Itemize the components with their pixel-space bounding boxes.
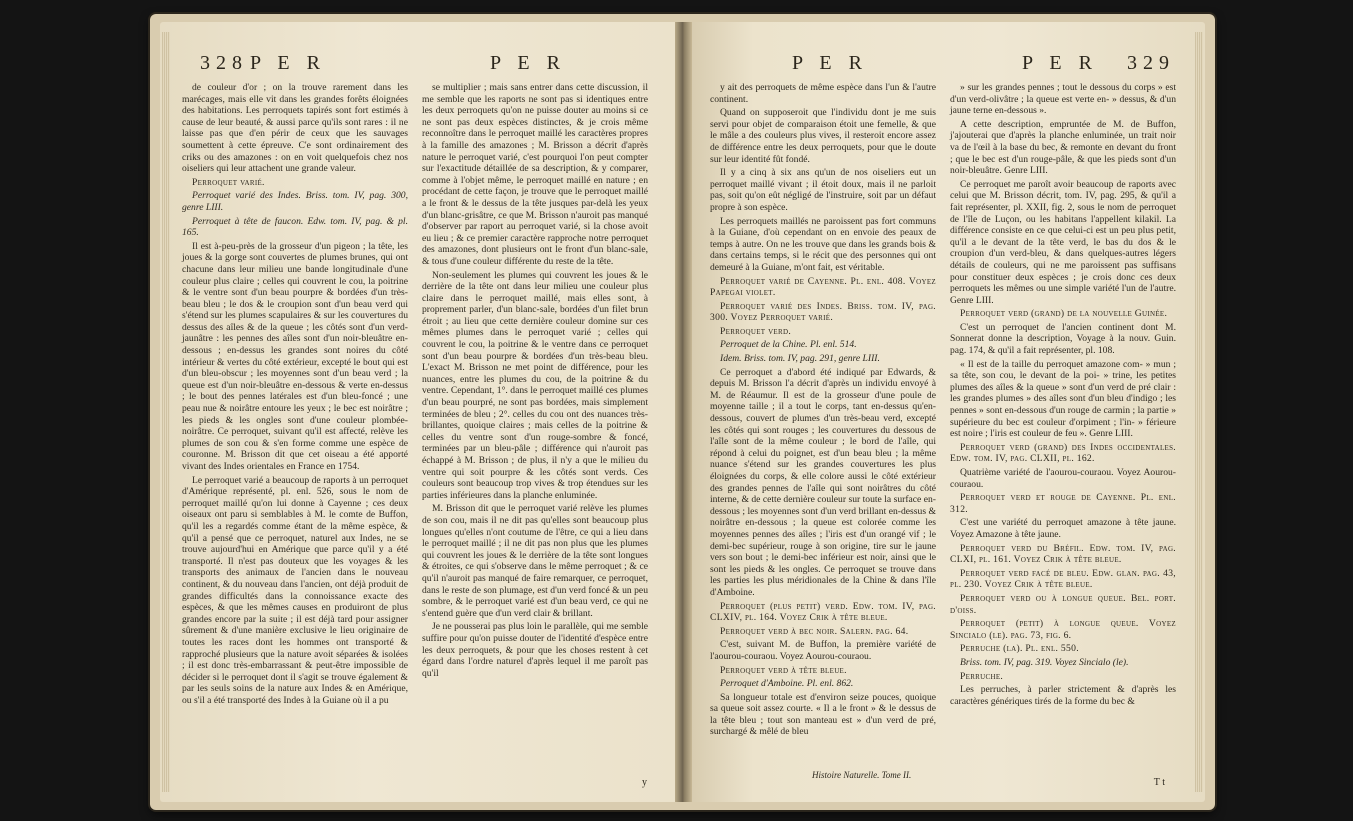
paragraph: C'est, suivant M. de Buffon, la première variété de l'aourou-couraou. Voyez Aourou-couraou.: [710, 639, 936, 662]
text-column: [710, 82, 936, 740]
page-number: 329: [1127, 52, 1175, 74]
entry-heading: Perroquet verd.: [720, 325, 792, 337]
paragraph: de couleur d'or ; on la trouve rarement dans les marécages, mais elle vit dans les grandes forêts éloignées des habitations. Les perroquets tapirés sont fort estimés à cause de leur beauté, & aussi parce qu'ils sont rares : il ne laisse pas que d'en périr de ceux que les sauvages soumettent à cette épreuve. C'e sont ordinairement des criks ou des amazones : on en voit quelquefois chez nos oiseliers qui leur attachent une grande valeur.: [182, 82, 408, 175]
paragraph: Je ne pousserai pas plus loin le parallèle, qui me semble suffire pour qu'on puisse douter de l'identité d'espèce entre les deux perroquets, & pour que les choses restent à cet égard dans l'ordre naturel d'après lequel il me paroît pas qu'il: [422, 621, 648, 679]
text-column: [422, 82, 648, 681]
running-head: [190, 52, 645, 78]
entry-heading: Perruche.: [960, 670, 1004, 682]
entry-heading: Perroquet verd à bec noir. Salern. pag. 64.: [720, 625, 909, 637]
paragraph: Quand on supposeroit que l'individu dont je me suis servi pour objet de comparaison étoit une femelle, & que le mâle a des couleurs plus vives, il resteroit encore assez de différence entre les deux perroquets, pour que le doute sur leur identité fût fondé.: [710, 107, 936, 165]
page-edge: [162, 32, 170, 792]
page-edge: [1195, 32, 1203, 792]
paragraph: C'est une variété du perroquet amazone à tête jaune. Voyez Amazone à tête jaune.: [950, 517, 1176, 540]
paragraph: » sur les grandes pennes ; tout le dessous du corps » est d'un verd-olivâtre ; la queue est verte en- » dessus, & d'un jaune terne en-dessous ».: [950, 82, 1176, 117]
entry-heading: Perroquet verd à tête bleue.: [720, 664, 847, 676]
paragraph: Ce perroquet me paroît avoir beaucoup de raports avec celui que M. Brisson décrit, tom. IV, pag. 295, & qu'il a fait représenter, pl. XXII, fig. 2, sous le nom de perroquet de l'île de Luçon, ou les habitans l'appellent kilakil. La différence consiste en ce que celui-ci est un peu plus petit, qu'il a le devant de la tête verd, le bas du dos & le croupion d'un verd-bleu, & dans quelques-autres légers détails de couleurs, qui ne me paroissent pas suffisans pour constituer deux espèces ; je crois donc ces deux perroquets les mêmes ou une simple variété l'un de l'autre. Genre LIII.: [950, 178, 1176, 306]
entry-heading: Perroquet verd et rouge de Cayenne. Pl. enl. 312.: [950, 492, 1176, 515]
paragraph: Les perroquets maillés ne paroissent pas fort communs à la Guiane, d'où cependant on en envoie des peaux de temps à autre. On ne les trouve que dans les grands bois & dans certains temps, si le récit que des personnes qui ont demeuré à la Guiane, m'ont fait, est véritable.: [710, 215, 936, 273]
entry-heading: Perroquet verd facé de bleu. Edw. glan. pag. 43, pl. 230. Voyez Crik à tête bleue.: [950, 567, 1176, 591]
footer-title: Histoire Naturelle. Tome II.: [812, 770, 912, 780]
paragraph: Idem. Briss. tom. IV, pag. 291, genre LIII.: [720, 353, 880, 365]
paragraph: Perroquet varié des Indes. Briss. tom. IV, pag. 300, genre LIII.: [182, 190, 408, 213]
page-number: 328: [200, 52, 248, 74]
paragraph: Briss. tom. IV, pag. 319. Voyez Sincialo (le).: [960, 656, 1129, 668]
entry-heading: Perroquet verd (grand) de la nouvelle Guinée.: [960, 308, 1168, 320]
paragraph: Il y a cinq à six ans qu'un de nos oiseliers eut un perroquet maillé vivant ; il étoit doux, mais il ne parloit pas, soit qu'on eût négligé de l'instruire, soit par un défaut propre à son espèce.: [710, 167, 936, 213]
paragraph: M. Brisson dit que le perroquet varié relève les plumes de son cou, mais il ne dit pas qu'elles sont beaucoup plus longues qu'elles n'ont coutume de l'être, ce qui a lieu dans le perroquet maillé ; il ne dit pas non plus que les plumes qui couvrent les joues & le derrière de la tête sont longues & étroites, ce qui s'observe dans le même perroquet ; & ce qu'il n'auroit pas manqué de faire remarquer, ce perroquet, dans le reste de son plumage, est d'un verd foncé & un peu sombre, & le perroquet varié est d'un beau verd, ce qui ne s'entend guère que d'un verd clair & brillant.: [422, 503, 648, 619]
book-gutter: [675, 22, 692, 802]
entry-heading: Perroquet (petit) à longue queue. Voyez Sincialo (le). pag. 73, fig. 6.: [950, 618, 1176, 641]
entry-heading: Perroquet varié des Indes. Briss. tom. IV, pag. 300. Voyez Perroquet varié.: [710, 300, 936, 324]
paragraph: Ce perroquet a d'abord été indiqué par Edwards, & depuis M. Brisson l'a décrit d'après un individu envoyé à M. de Réaumur. Il est de la grosseur d'une poule de moyenne taille ; il a tout le corps, tant en-dessus qu'en-dessous, couvert de plumes d'un très-beau verd, excepté les côtés qui sont rouges ; les couvertures du dessous de l'aîle sont de la même couleur ; le bord de l'aîle, qui répond à celui du poignet, est d'un beau bleu ; la même nuance s'étend sur les grandes couvertures les plus éloignées du corps, & elle colore aussi le côté extérieur des grandes pennes de l'aîle qui sont noirâtres du côté interne, & de cette dernière couleur sur toute la surface en-dessous ; les moyennes sont d'un verd brillant en-dessus & noirâtre en-dessous ; la queue est colorée comme les moyennes pennes des aîles ; l'iris est d'un orangé vif ; le demi-bec supérieur, rouge à son origine, tire sur le jaune vers son bout ; le demi-bec inférieur est noir, ainsi que le sont les pieds & les ongles. Ce perroquet se trouve dans les parties les plus méridionales de la Chine & dans l'île d'Amboine.: [710, 366, 936, 598]
paragraph: Les perruches, à parler strictement & d'après les caractères génériques tirés de la forme du bec &: [950, 684, 1176, 707]
right-page: [692, 22, 1205, 802]
running-title: P E R: [250, 52, 326, 74]
paragraph: « Il est de la taille du perroquet amazone com- » mun ; sa tête, son cou, le devant de la poi- » trine, les petites plumes des aîles & la queue » sont d'un verd de pré clair : les grandes plumes » des aîles sont d'un bleu d'indigo ; les pennes » sont en-dessous d'un rouge de carmin ; la partie » supérieure du bec est couleur d'orpiment ; l'in- » férieure est noire ; l'iris est couleur de feu ». Genre LIII.: [950, 358, 1176, 440]
text-column: [950, 82, 1176, 709]
running-head: [722, 52, 1175, 78]
entry-heading: Perroquet varié.: [192, 176, 265, 188]
running-title: P E R: [490, 52, 566, 74]
entry-heading: Perroquet verd (grand) des Indes occidentales. Edw. tom. IV, pag. CLXII, pl. 162.: [950, 441, 1176, 465]
paragraph: Non-seulement les plumes qui couvrent les joues & le derrière de la tête ont dans leur milieu une couleur plus claire dans le perroquet maillé, mais elles sont, à proprement parler, d'un blanc-sale, bordées d'un filet brun étroit ; au lieu que cette dernière couleur domine sur ces mêmes plumes dans le perroquet varié ; celles qui couvrent le cou, la poitrine & le ventre dans ce perroquet sont d'un beau pourpre & bordées d'un très-beau bleu. L'exact M. Brisson ne met point de différence, pour les nuances, entre les plumes du cou, de la poitrine & du ventre. Cependant, 1°. dans le perroquet maillé ces plumes d'un beau pourpré, ne sont pas bordées, mais simplement terminées de bleu ; 2°. celles du cou ont des nuances très-brillantes, quoique claires ; mais celles de la poitrine & celles du ventre sont d'un rouge-sombre & foncé, terminées par un bleu-pâle ; différence qui n'auroit pas échappé à M. Brisson ; de plus, il n'y a que le milieu du ventre qui soit pourpre & les côtés sont verds. Ces couleurs sont beaucoup trop vives & trop étendues sur les parties inférieures dans la planche enluminée.: [422, 269, 648, 501]
text-column: [182, 82, 408, 708]
entry-heading: Perroquet verd du Bréfil. Edw. tom. IV, pag. CLXI, pl. 161. Voyez Crik à tête bleue.: [950, 542, 1176, 566]
paragraph: Perroquet d'Amboine. Pl. enl. 862.: [720, 678, 854, 690]
paragraph: Perroquet à tête de faucon. Edw. tom. IV, pag. & pl. 165.: [182, 215, 408, 239]
paragraph: se multiplier ; mais sans entrer dans cette discussion, il me semble que les raports ne sont pas si identiques entre les deux perroquets qu'on ne puisse douter au moins si ce ne sont pas deux espèces distinctes, & je crois même reconnoître dans le perroquet maillé les caractères propres à la famille des amazones ; M. Brisson a décrit d'après nature le perroquet varié, c'est pourquoi l'on peut compter sur l'exactitude détaillée de sa description, & y comparer, comme à l'objet même, le perroquet maillé en nature ; en procédant de cette façon, je trouve que le perroquet maillé a le front & le dessus de la tête jusques par-delà les yeux d'un blanc-grisâtre, ce que M. Brisson n'auroit pas manqué d'observer par raport au perroquet varié, si la chose avoit eu lieu ; & ce premier caractère rapproche notre perroquet des amazones, dont plusieurs ont le front d'un blanc-sale, & tous d'une couleur différente du reste de la tête.: [422, 82, 648, 267]
signature-mark: T t: [1153, 777, 1165, 788]
paragraph: A cette description, empruntée de M. de Buffon, j'ajouterai que d'après la planche enluminée, un trait noir va de l'œil à la base du bec, & remonte en devant du front ; que le bec est d'un rouge-pâle, & que les pieds sont d'un noir-bleuâtre. Genre LIII.: [950, 118, 1176, 177]
entry-heading: Perroquet varié de Cayenne. Pl. enl. 408. Voyez Papegai violet.: [710, 275, 936, 299]
paragraph: C'est un perroquet de l'ancien continent dont M. Sonnerat donne la description, Voyage à la nouv. Guin. pag. 174, & qu'il a fait représenter, pl. 108.: [950, 321, 1176, 357]
paragraph: Sa longueur totale est d'environ seize pouces, quoique sa queue soit assez courte. « Il a le front » & le dessus de la tête bleu ; tout son manteau est » d'un verd de pré, surchargé & mêlé de bleu: [710, 691, 936, 738]
paragraph: Quatrième variété de l'aourou-couraou. Voyez Aourou-couraou.: [950, 467, 1176, 490]
entry-heading: Perruche (la). Pl. enl. 550.: [960, 643, 1079, 655]
open-book: [150, 14, 1215, 810]
entry-heading: Perroquet verd ou à longue queue. Bel. port. d'oiss.: [950, 592, 1176, 616]
paragraph: Le perroquet varié a beaucoup de raports à un perroquet d'Amérique représenté, pl. enl. 526, sous le nom de perroquet maillé qu'on lui donne à Cayenne ; ces deux oiseaux ont paru si semblables à M. le comte de Buffon, qu'il les a regardés comme étant de la même espèce, & qu'il a pensé que ce perroquet, naturel aux Indes, ne se trouve aujourd'hui en Amérique que parce qu'il y a été transporté. Il n'est pas douteux que les voyages & les transports des animaux de l'ancien dans le nouveau continent, & du nouveau dans l'ancien, ont déjà produit de grandes difficultés dans la connoissance exacte des espèces, & que les mêmes causes en produiront de plus grandes encore par la suite ; il est déjà tard pour assigner sûrement & d'une manière exclusive le lieu originaire de toutes les races dont les hommes ont transporté & rapproché plusieurs que la nature avoit séparées & isolées ; il est donc très-embarrassant & peut-être impossible de décider si le perroquet dont il s'agit se trouve également & par les seuls soins de la nature aux Indes & en Amérique, ou s'il a été transporté des Indes à la Guiane où il a pu: [182, 474, 408, 706]
left-page: [160, 22, 675, 802]
entry-heading: Perroquet (plus petit) verd. Edw. tom. IV, pag. CLXIV, pl. 164. Voyez Crik à tête bleue.: [710, 600, 936, 624]
paragraph: y ait des perroquets de même espèce dans l'un & l'autre continent.: [710, 82, 936, 105]
paragraph: Il est à-peu-près de la grosseur d'un pigeon ; la tête, les joues & la gorge sont couvertes de plumes brunes, qui ont chacune dans leur milieu une bande longitudinale d'une couleur plus claire ; celles qui couvrent le cou, la poitrine & le ventre sont d'un beau pourpre & bordées d'un très-beau bleu ; le dos & le croupion sont d'un beau verd qui s'étend sur les plumes scapulaires & sur les couvertures du dessus des aîles & de la queue ; les côtés sont d'un verd-jaunâtre : les pennes des aîles sont d'un noir-bleuâtre en-dessous ; en-dessus les grandes sont noires du côté intérieur & vertes du côté extérieur, excepté le bout qui est d'un bleu-obscur ; les moyennes sont d'un beau verd ; la queue est d'un noir-bleuâtre en-dessous & verte en-dessus ; le bout des pennes latérales est d'un bleu-foncé ; une peau nue & noirâtre entoure les yeux ; le bec est noirâtre ; les pieds & les ongles sont d'une couleur plombée-noirâtre. Ce perroquet, suivant qu'il est affecté, relève les plumes de son cou & s'en forme comme une espèce de couronne. M. Brisson dit que cet oiseau a été apporté vivant des Indes orientales en France en 1754.: [182, 240, 408, 472]
running-title: P E R: [1022, 52, 1098, 74]
catchword: y: [642, 777, 647, 788]
paragraph: Perroquet de la Chine. Pl. enl. 514.: [720, 339, 857, 351]
running-title: P E R: [792, 52, 868, 74]
